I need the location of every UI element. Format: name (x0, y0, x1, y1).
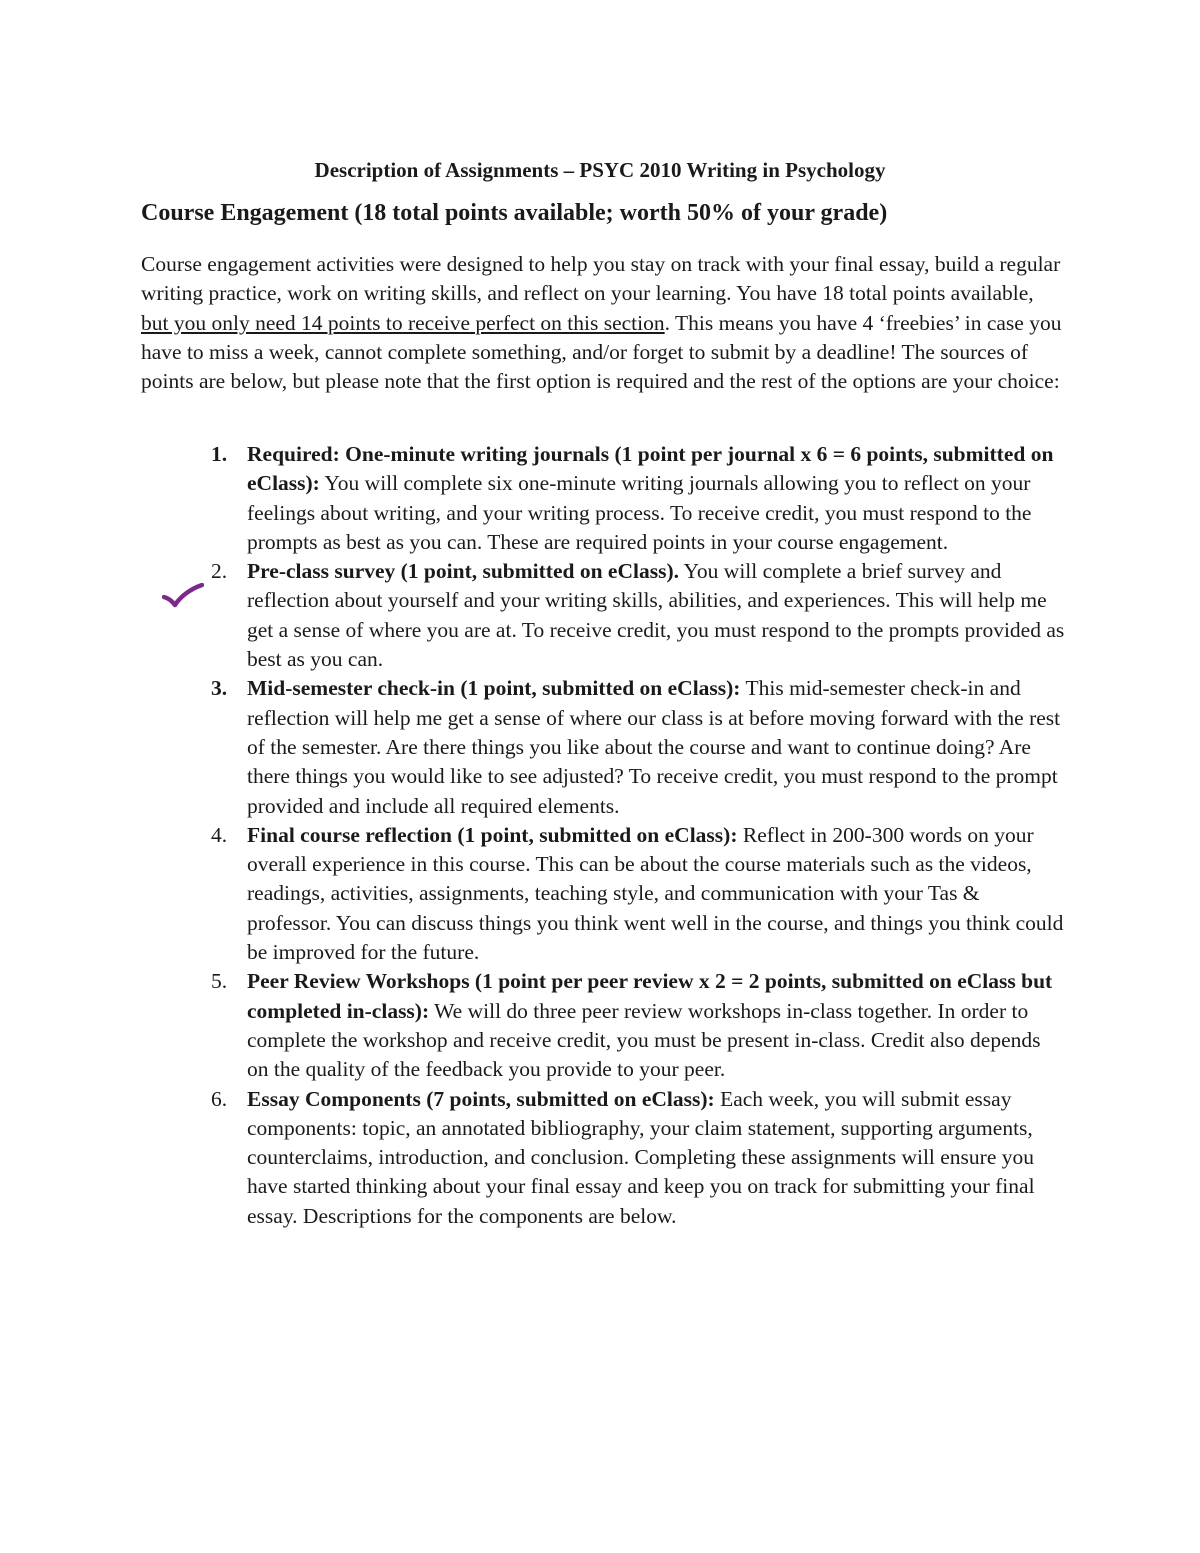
item-label: Pre-class survey (1 point, submitted on eClass). (247, 559, 679, 584)
list-item (141, 557, 1066, 674)
item-text: We will do three peer review workshops in-class together. In order to complete the workshop and receive credit, you must be present in-class. Credit also depends on the quality of the feedback you provide to your peer. (247, 998, 1041, 1082)
item-text: This mid-semester check-in and reflection will help me get a sense of where our class is at before moving forward with the rest of the semester. Are there things you like about the course and want to continue doing? Are there things you would like to see adjusted? To receive credit, you must respond to the prompt provided and include all required elements. (247, 676, 1061, 818)
list-item (141, 440, 1066, 557)
list-item (141, 674, 1066, 820)
item-number: 3. (211, 676, 228, 701)
item-text: You will complete a brief survey and reflection about yourself and your writing skills, abilities, and experiences. This will help me get a sense of where you are at. To receive credit, you must respond to the prompts provided as best as you can. (247, 559, 1065, 672)
intro-underlined-text: but you only need 14 points to receive perfect on this section (141, 310, 665, 335)
item-number: 2. (211, 559, 228, 584)
intro-text-1: Course engagement activities were designed to help you stay on track with your final essay, build a regular writing practice, work on writing skills, and reflect on your learning. You have 18 total points available, (141, 252, 1061, 306)
item-label: Peer Review Workshops (1 point per peer review x 2 = 2 points, submitted on eClass but completed in-class): (247, 969, 1053, 1023)
section-heading: Course Engagement (18 total points available; worth 50% of your grade) (141, 200, 888, 226)
list-item (141, 967, 1066, 1084)
item-label: Essay Components (7 points, submitted on eClass): (247, 1086, 715, 1111)
intro-text-2: . This means you have 4 ‘freebies’ in case you have to miss a week, cannot complete something, and/or forget to submit by a deadline! The sources of points are below, but please note that the first option is required and the rest of the options are your choice: (141, 310, 1062, 394)
document-title: Description of Assignments – PSYC 2010 Writing in Psychology (314, 158, 886, 182)
handwritten-check-mark-icon (162, 583, 204, 609)
item-label: Mid-semester check-in (1 point, submitted on eClass): (247, 676, 741, 701)
engagement-list (141, 440, 1066, 1231)
item-text: You will complete six one-minute writing journals allowing you to reflect on your feelings about writing, and your writing process. To receive credit, you must respond to the prompts as best as you can. These are required points in your course engagement. (247, 471, 1032, 554)
item-text: Each week, you will submit essay components: topic, an annotated bibliography, your claim statement, supporting arguments, counterclaims, introduction, and conclusion. Completing these assignments will ensure you have started thinking about your final essay and keep you on track for submitting your final essay. Descriptions for the components are below. (247, 1086, 1035, 1228)
item-number: 6. (211, 1086, 228, 1111)
list-item (141, 821, 1066, 967)
item-number: 4. (211, 822, 228, 847)
item-text: Reflect in 200-300 words on your overall experience in this course. This can be about the course materials such as the videos, readings, activities, assignments, teaching style, and communication with your Tas & professor. You can discuss things you think went well in the course, and things you think could be improved for the future. (247, 822, 1064, 965)
item-label: Required: One-minute writing journals (1 point per journal x 6 = 6 points, submitted on eClass): (247, 442, 1054, 496)
item-label: Final course reflection (1 point, submitted on eClass): (247, 822, 738, 847)
item-number: 1. (211, 442, 228, 466)
intro-paragraph (141, 250, 1066, 396)
item-number: 5. (211, 969, 228, 994)
list-item (141, 1085, 1066, 1231)
